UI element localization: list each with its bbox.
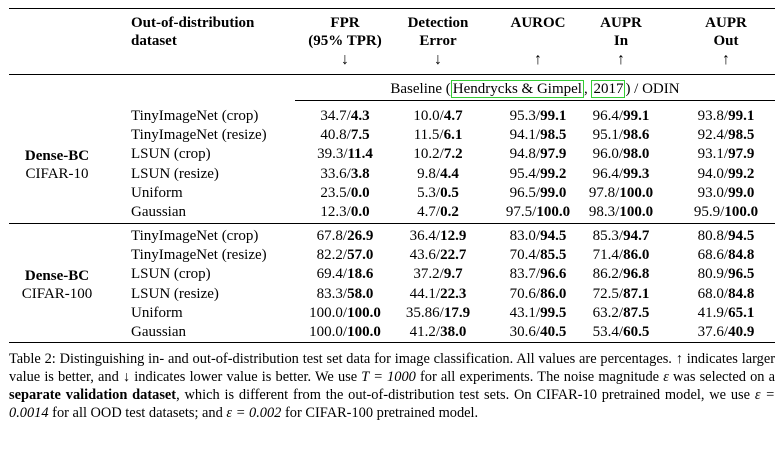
- citation-author-link[interactable]: Hendrycks & Gimpel: [452, 81, 582, 97]
- table-cell: [417, 184, 459, 202]
- baseline-value: 70.4/: [509, 247, 541, 264]
- up-arrow-icon: ↑: [722, 51, 730, 68]
- table-row-dataset-name: LSUN (resize): [131, 165, 219, 182]
- caption-math-eps-cifar100: ε = 0.002: [226, 405, 282, 421]
- baseline-value: 39.3/: [317, 146, 348, 163]
- table-cell: [698, 107, 755, 125]
- table-cell: [506, 203, 570, 221]
- baseline-value: 95.9/: [693, 204, 725, 220]
- table-cell: [510, 265, 567, 283]
- baseline-value: 94.8/: [509, 146, 541, 163]
- column-header: [408, 14, 469, 50]
- baseline-value: 83.3/: [316, 285, 348, 302]
- baseline-value: 10.2/: [413, 146, 444, 163]
- odin-value: 38.0: [440, 324, 467, 340]
- baseline-value: 92.4/: [697, 127, 729, 144]
- table-row-dataset-name: Gaussian: [131, 204, 186, 220]
- odin-value: 87.5: [623, 304, 650, 321]
- subheader-prefix: Baseline (: [390, 81, 451, 97]
- bottom-rule: [9, 342, 775, 343]
- table-cell: [593, 304, 650, 322]
- odin-value: 97.9: [728, 146, 755, 163]
- table-row-dataset-name: TinyImageNet (crop): [131, 228, 259, 244]
- odin-value: 98.0: [623, 146, 650, 163]
- column-header-line: AUPR: [705, 15, 747, 31]
- table-cell: [694, 203, 758, 221]
- odin-value: 0.5: [440, 184, 459, 201]
- odin-value: 84.8: [728, 247, 755, 264]
- table-cell: [593, 165, 650, 183]
- odin-value: 4.3: [350, 108, 370, 124]
- odin-value: 7.2: [443, 146, 463, 163]
- odin-value: 4.4: [440, 165, 459, 182]
- table-row-dataset-name: Uniform: [131, 304, 183, 321]
- baseline-value: 96.4/: [592, 108, 624, 124]
- model-label: [14, 147, 100, 183]
- baseline-value: 43.1/: [509, 304, 541, 321]
- table-cell: [510, 323, 567, 341]
- odin-value: 9.7: [443, 266, 463, 283]
- group-rule: [9, 223, 775, 224]
- column-header: [308, 14, 381, 50]
- baseline-value: 80.8/: [697, 228, 729, 244]
- baseline-value: 68.6/: [697, 247, 729, 264]
- odin-value: 99.3: [623, 165, 650, 182]
- odin-value: 11.4: [347, 146, 373, 163]
- table-cell: [698, 227, 755, 245]
- odin-value: 7.5: [350, 127, 370, 144]
- baseline-value: 100.0/: [309, 324, 348, 340]
- odin-value: 96.5: [728, 266, 755, 283]
- table-cell: [410, 227, 467, 245]
- header-rule: [9, 74, 775, 75]
- baseline-value: 98.3/: [588, 204, 620, 220]
- table-cell: [320, 126, 369, 144]
- table-cell: [413, 265, 462, 283]
- odin-value: 99.5: [540, 304, 567, 321]
- baseline-value: 68.0/: [697, 285, 729, 302]
- odin-value: 100.0: [347, 304, 381, 321]
- table-cell: [698, 184, 755, 202]
- odin-value: 40.9: [728, 324, 755, 340]
- odin-value: 17.9: [443, 304, 471, 321]
- column-header-line: Out: [713, 33, 739, 49]
- odin-value: 99.2: [728, 165, 755, 182]
- table-cell: [309, 323, 381, 341]
- column-header: [511, 14, 566, 32]
- odin-value: 99.1: [540, 108, 567, 124]
- table-cell: [698, 246, 755, 264]
- odin-value: 0.0: [350, 204, 370, 220]
- baseline-value: 83.0/: [509, 228, 541, 244]
- table-cell: [698, 126, 755, 144]
- table-cell: [309, 304, 381, 322]
- caption-text: for all OOD test datasets; and: [48, 405, 227, 421]
- model-name: Dense-BC: [24, 267, 90, 284]
- odin-value: 99.1: [623, 108, 650, 124]
- table-cell: [698, 285, 755, 303]
- odin-value: 94.5: [728, 228, 755, 244]
- baseline-value: 9.8/: [417, 165, 441, 182]
- table-cell: [698, 304, 755, 322]
- table-cell: [410, 246, 467, 264]
- baseline-value: 97.5/: [505, 204, 537, 220]
- table-cell: [593, 285, 650, 303]
- odin-value: 98.5: [540, 127, 567, 144]
- odin-value: 57.0: [347, 247, 374, 264]
- table-row-dataset-name: Gaussian: [131, 324, 186, 340]
- odin-value: 99.1: [728, 108, 755, 124]
- table-cell: [317, 227, 374, 245]
- table-cell: [320, 165, 369, 183]
- odin-value: 84.8: [728, 285, 755, 302]
- odin-value: 85.5: [540, 247, 567, 264]
- table-cell: [593, 265, 650, 283]
- baseline-value: 43.6/: [409, 247, 441, 264]
- subheader-rule: [295, 100, 775, 101]
- baseline-value: 97.8/: [588, 184, 620, 201]
- model-name: Dense-BC: [24, 147, 90, 164]
- in-distribution-dataset: CIFAR-100: [21, 285, 93, 302]
- table-cell: [510, 227, 567, 245]
- table-cell: [410, 323, 467, 341]
- dataset-header: [131, 14, 254, 50]
- caption-text: for CIFAR-100 pretrained model.: [281, 405, 479, 421]
- baseline-value: 82.2/: [316, 247, 348, 264]
- table-cell: [510, 184, 567, 202]
- table-cell: [417, 203, 459, 221]
- odin-value: 94.7: [623, 228, 650, 244]
- table-row-dataset-name: LSUN (crop): [131, 146, 211, 163]
- table-cell: [593, 107, 650, 125]
- table-cell: [417, 165, 459, 183]
- baseline-value: 69.4/: [316, 266, 348, 283]
- odin-value: 26.9: [347, 228, 374, 244]
- column-header: [705, 14, 747, 50]
- baseline-value: 37.2/: [413, 266, 444, 283]
- column-header-line: Error: [419, 33, 457, 49]
- baseline-value: 93.0/: [697, 184, 729, 201]
- dataset-header-line: Out-of-distribution: [131, 15, 255, 31]
- column-header-line: AUROC: [510, 15, 566, 31]
- column-header-line: In: [613, 33, 629, 49]
- odin-value: 98.6: [623, 127, 650, 144]
- odin-value: 87.1: [623, 285, 650, 302]
- table-cell: [510, 285, 567, 303]
- table-row-dataset-name: LSUN (resize): [131, 285, 219, 302]
- baseline-value: 34.7/: [320, 108, 351, 124]
- table-cell: [317, 265, 374, 283]
- table-cell: [698, 165, 755, 183]
- baseline-value: 33.6/: [320, 165, 351, 182]
- baseline-value: 63.2/: [592, 304, 624, 321]
- odin-value: 86.0: [623, 247, 650, 264]
- table-cell: [320, 203, 369, 221]
- baseline-value: 80.9/: [697, 266, 729, 283]
- caption-bold-text: separate validation dataset: [9, 387, 177, 403]
- caption-math-eps: ε: [663, 369, 669, 385]
- baseline-value: 85.3/: [592, 228, 624, 244]
- table-cell: [413, 145, 462, 163]
- baseline-value: 95.3/: [509, 108, 541, 124]
- table-caption: [9, 350, 775, 422]
- odin-value: 94.5: [540, 228, 567, 244]
- baseline-value: 41.2/: [409, 324, 441, 340]
- table-cell: [589, 203, 653, 221]
- odin-value: 40.5: [540, 324, 567, 340]
- odin-value: 22.3: [440, 285, 467, 302]
- table-row-dataset-name: TinyImageNet (resize): [131, 247, 267, 264]
- odin-value: 99.2: [540, 165, 567, 182]
- odin-value: 60.5: [623, 324, 650, 340]
- odin-value: 6.1: [443, 127, 463, 144]
- baseline-value: 10.0/: [413, 108, 444, 124]
- table-cell: [698, 323, 755, 341]
- table-cell: [698, 265, 755, 283]
- odin-value: 0.2: [440, 204, 459, 220]
- baseline-value: 5.3/: [417, 184, 441, 201]
- baseline-value: 94.0/: [697, 165, 729, 182]
- odin-value: 98.5: [728, 127, 755, 144]
- table-cell: [414, 126, 463, 144]
- caption-text: Table 2: Distinguishing in- and out-of-distribution test set data for image classification. All values are percentages. ↑ indicates larger value is better, and ↓ indicates lower value is better. We use: [9, 351, 775, 385]
- baseline-value: 30.6/: [509, 324, 541, 340]
- table-row-dataset-name: LSUN (crop): [131, 266, 211, 283]
- odin-value: 96.8: [623, 266, 650, 283]
- baseline-value: 11.5/: [413, 127, 444, 144]
- baseline-value: 72.5/: [592, 285, 624, 302]
- odin-value: 3.8: [350, 165, 370, 182]
- citation-separator: ,: [583, 81, 592, 97]
- table-cell: [593, 145, 650, 163]
- column-header-line: FPR: [330, 15, 360, 31]
- table-cell: [510, 126, 567, 144]
- baseline-value: 96.0/: [592, 146, 624, 163]
- table-cell: [593, 126, 650, 144]
- table-row-dataset-name: Uniform: [131, 184, 183, 201]
- odin-value: 99.0: [540, 184, 567, 201]
- baseline-value: 44.1/: [409, 285, 441, 302]
- odin-value: 18.6: [347, 266, 374, 283]
- table-cell: [317, 145, 373, 163]
- subheader: [295, 80, 775, 98]
- down-arrow-icon: ↓: [434, 51, 442, 68]
- citation-year-link[interactable]: 2017: [593, 81, 624, 97]
- table-cell: [510, 165, 567, 183]
- table-cell: [406, 304, 470, 322]
- column-header-line: AUPR: [600, 15, 642, 31]
- table-cell: [698, 145, 755, 163]
- odin-value: 100.0: [619, 184, 654, 201]
- odin-value: 100.0: [536, 204, 571, 220]
- table-cell: [510, 304, 567, 322]
- table-row-dataset-name: TinyImageNet (resize): [131, 127, 267, 144]
- baseline-value: 96.4/: [592, 165, 624, 182]
- table-cell: [413, 107, 462, 125]
- table-cell: [317, 246, 374, 264]
- odin-value: 12.9: [440, 228, 467, 244]
- odin-value: 58.0: [347, 285, 374, 302]
- baseline-value: 93.8/: [697, 108, 729, 124]
- table-cell: [320, 107, 369, 125]
- baseline-value: 83.7/: [509, 266, 541, 283]
- table-row-dataset-name: TinyImageNet (crop): [131, 108, 259, 124]
- baseline-value: 95.4/: [509, 165, 541, 182]
- baseline-value: 95.1/: [592, 127, 624, 144]
- up-arrow-icon: ↑: [534, 51, 542, 68]
- table-cell: [593, 246, 650, 264]
- baseline-value: 96.5/: [509, 184, 541, 201]
- top-rule: [9, 8, 775, 9]
- odin-value: 100.0: [619, 204, 654, 220]
- baseline-value: 23.5/: [320, 184, 351, 201]
- baseline-value: 12.3/: [320, 204, 351, 220]
- odin-value: 100.0: [724, 204, 759, 220]
- table-cell: [510, 246, 567, 264]
- table-cell: [317, 285, 374, 303]
- odin-value: 99.0: [728, 184, 755, 201]
- baseline-value: 40.8/: [320, 127, 351, 144]
- baseline-value: 36.4/: [409, 228, 441, 244]
- odin-value: 96.6: [540, 266, 567, 283]
- dataset-header-line: dataset: [131, 33, 177, 49]
- odin-value: 22.7: [440, 247, 467, 264]
- baseline-value: 37.6/: [697, 324, 729, 340]
- baseline-value: 4.7/: [417, 204, 441, 220]
- model-label: [14, 267, 100, 303]
- baseline-value: 53.4/: [592, 324, 624, 340]
- baseline-value: 71.4/: [592, 247, 624, 264]
- column-header: [600, 14, 642, 50]
- table-cell: [410, 285, 467, 303]
- column-header-line: (95% TPR): [308, 33, 382, 49]
- table-cell: [593, 227, 650, 245]
- subheader-suffix: ) / ODIN: [625, 81, 680, 97]
- baseline-value: 35.86/: [405, 304, 444, 321]
- caption-text: , which is different from the out-of-distribution test sets. On CIFAR-10 pretrained model, we use: [176, 387, 755, 403]
- table-cell: [589, 184, 653, 202]
- odin-value: 0.0: [350, 184, 370, 201]
- baseline-value: 100.0/: [309, 304, 348, 321]
- odin-value: 100.0: [347, 324, 381, 340]
- baseline-value: 86.2/: [592, 266, 624, 283]
- table-cell: [510, 145, 567, 163]
- table-cell: [510, 107, 567, 125]
- odin-value: 97.9: [540, 146, 567, 163]
- column-header-line: Detection: [407, 15, 469, 31]
- odin-value: 86.0: [540, 285, 567, 302]
- down-arrow-icon: ↓: [341, 51, 349, 68]
- caption-math-t: T = 1000: [361, 369, 416, 385]
- caption-math-eps-cifar10: ε = 0.0014: [9, 387, 775, 421]
- baseline-value: 94.1/: [509, 127, 541, 144]
- baseline-value: 41.9/: [697, 304, 729, 321]
- baseline-value: 93.1/: [697, 146, 729, 163]
- up-arrow-icon: ↑: [617, 51, 625, 68]
- baseline-value: 67.8/: [316, 228, 348, 244]
- table-cell: [593, 323, 650, 341]
- table-cell: [320, 184, 369, 202]
- baseline-value: 70.6/: [509, 285, 541, 302]
- in-distribution-dataset: CIFAR-10: [25, 165, 89, 182]
- odin-value: 4.7: [443, 108, 463, 124]
- caption-text: was selected on a: [668, 369, 776, 385]
- caption-text: for all experiments. The noise magnitude: [415, 369, 664, 385]
- odin-value: 65.1: [728, 304, 755, 321]
